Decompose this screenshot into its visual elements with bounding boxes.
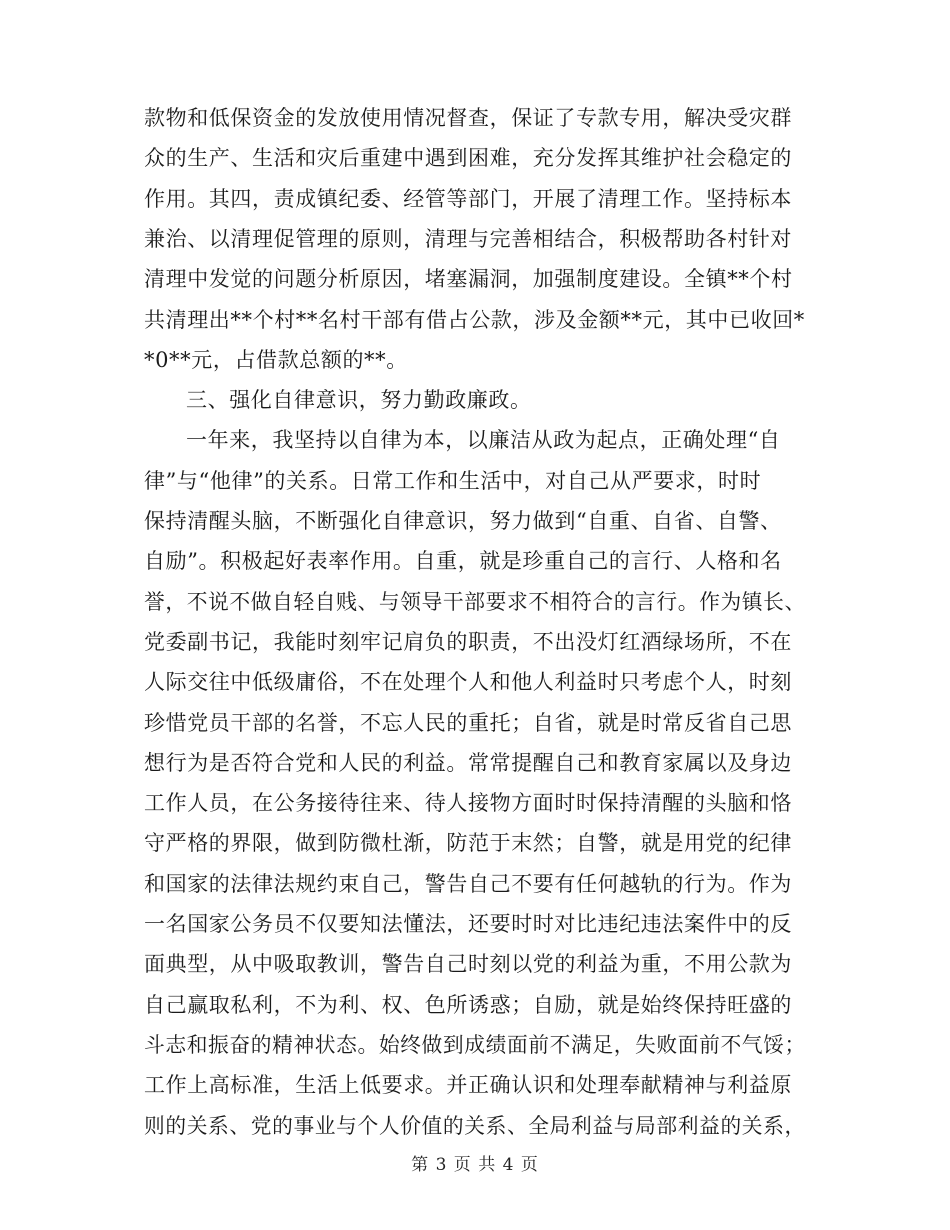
text-line: 律”与“他律”的关系。日常工作和生活中，对自己从严要求，时时	[144, 469, 762, 493]
text-line: 和国家的法律法规约束自己，警告自己不要有任何越轨的行为。作为	[144, 872, 792, 896]
text-line: 守严格的界限，做到防微杜渐，防范于末然；自警，就是用党的纪律	[144, 831, 792, 855]
text-line: 珍惜党员干部的名誉，不忘人民的重托；自省，就是时常反省自己思	[144, 711, 792, 735]
text-line: 款物和低保资金的发放使用情况督查，保证了专款专用，解决受灾群	[144, 106, 792, 130]
text-line: 作用。其四，责成镇纪委、经管等部门，开展了清理工作。坚持标本	[144, 187, 792, 211]
text-line: *0**元，占借款总额的**。	[144, 348, 408, 372]
text-line: 兼治、以清理促管理的原则，清理与完善相结合，积极帮助各村针对	[144, 227, 792, 251]
text-line: 党委副书记，我能时刻牢记肩负的职责，不出没灯红酒绿场所，不在	[144, 630, 792, 654]
text-line: 一年来，我坚持以自律为本，以廉洁从政为起点，正确处理“自	[186, 428, 781, 452]
text-line: 众的生产、生活和灾后重建中遇到困难，充分发挥其维护社会稳定的	[144, 146, 792, 170]
text-line: 面典型，从中吸取教训，警告自己时刻以党的利益为重，不用公款为	[144, 952, 792, 976]
page-number-footer: 第 3 页 共 4 页	[411, 1155, 539, 1175]
section-heading: 三、强化自律意识，努力勤政廉政。	[186, 388, 532, 412]
text-line: 清理中发觉的问题分析原因，堵塞漏洞，加强制度建设。全镇**个村	[144, 267, 793, 291]
text-line: 保持清醒头脑，不断强化自律意识，努力做到“自重、自省、自警、	[144, 509, 782, 533]
text-line: 人际交往中低级庸俗，不在处理个人和他人利益时只考虑个人，时刻	[144, 670, 792, 694]
text-line: 自己赢取私利，不为利、权、色所诱惑；自励，就是始终保持旺盛的	[144, 993, 792, 1017]
text-line: 共清理出**个村**名村干部有借占公款，涉及金额**元，其中已收回*	[144, 308, 805, 332]
text-line: 则的关系、党的事业与个人价值的关系、全局利益与局部利益的关系，	[144, 1114, 806, 1138]
text-line: 誉，不说不做自轻自贱、与领导干部要求不相符合的言行。作为镇长、	[144, 590, 806, 614]
text-line: 工作人员，在公务接待往来、待人接物方面时时保持清醒的头脑和恪	[144, 791, 792, 815]
text-line: 工作上高标准，生活上低要求。并正确认识和处理奉献精神与利益原	[144, 1073, 792, 1097]
text-line: 想行为是否符合党和人民的利益。常常提醒自己和教育家属以及身边	[144, 751, 792, 775]
text-line: 一名国家公务员不仅要知法懂法，还要时时对比违纪违法案件中的反	[144, 912, 792, 936]
text-line: 自励”。积极起好表率作用。自重，就是珍重自己的言行、人格和名	[144, 549, 782, 573]
text-line: 斗志和振奋的精神状态。始终做到成绩面前不满足，失败面前不气馁；	[144, 1033, 806, 1057]
